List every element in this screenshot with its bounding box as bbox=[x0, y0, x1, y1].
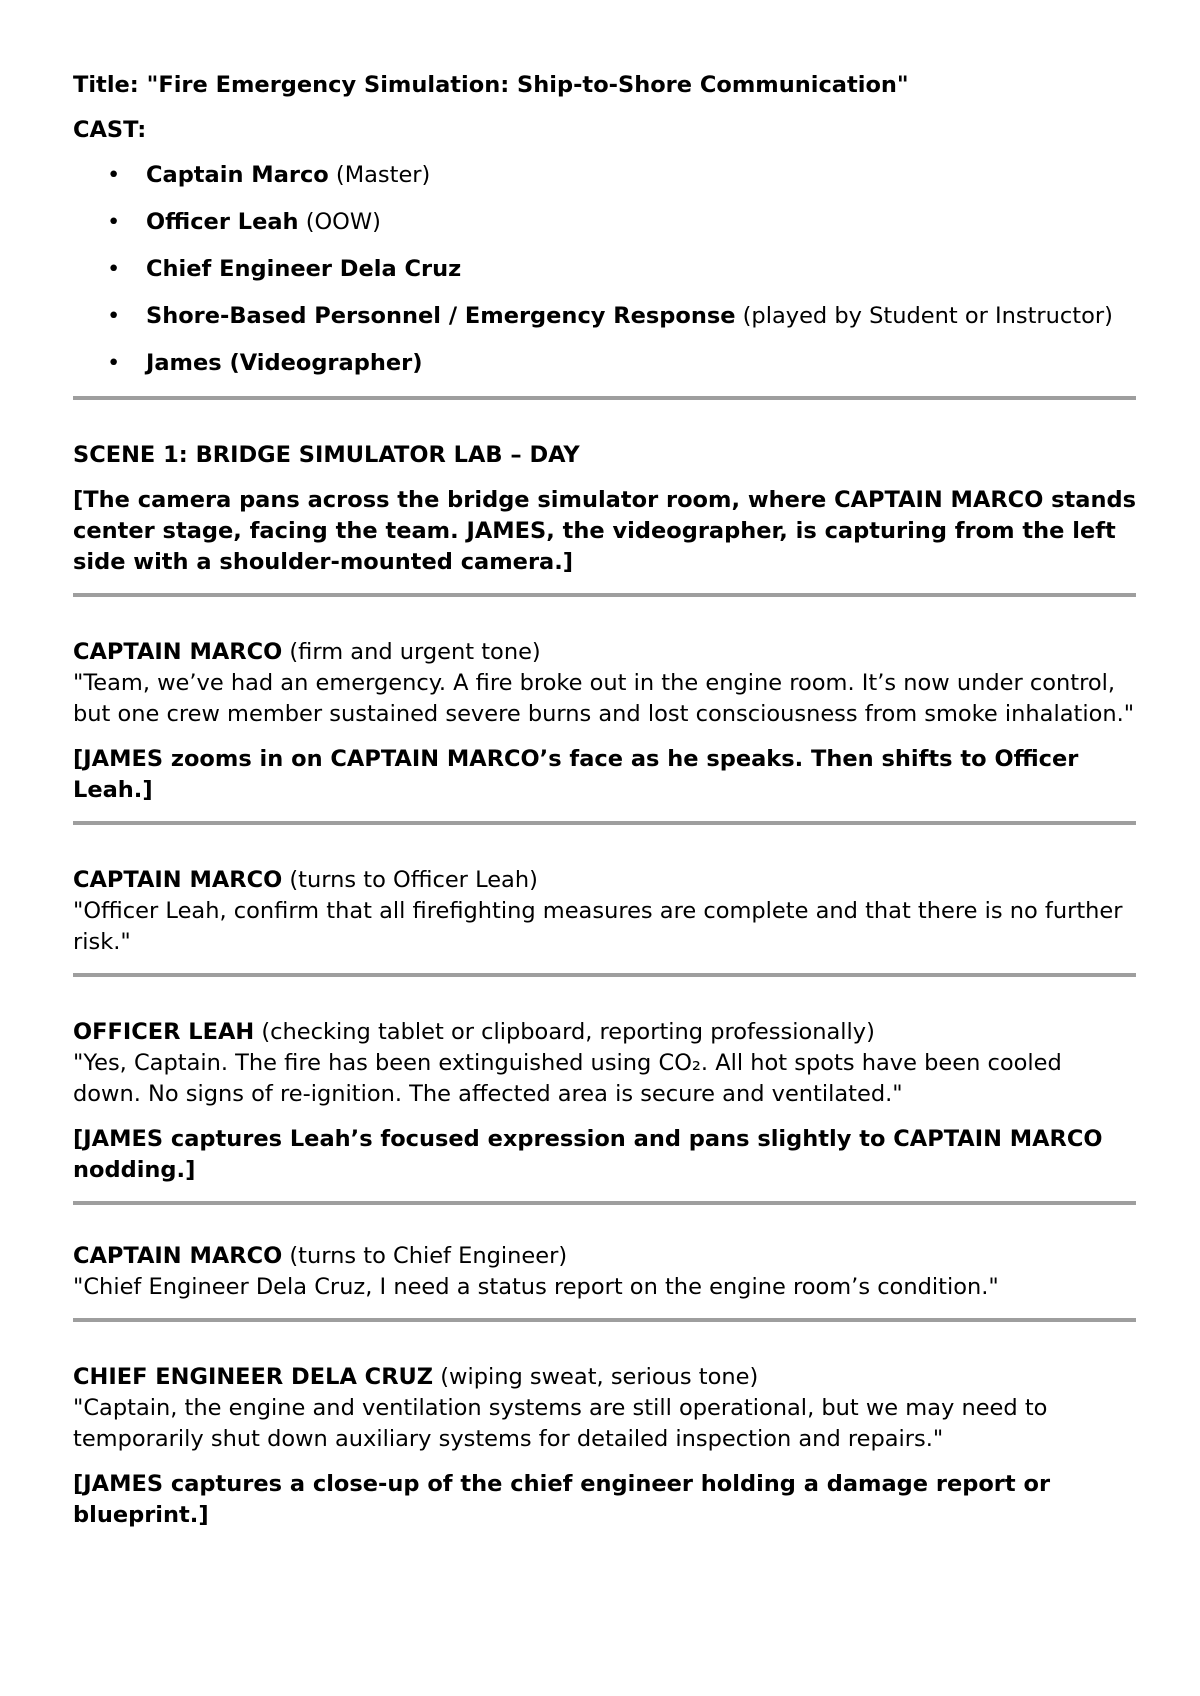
speaker-line: OFFICER LEAH (checking tablet or clipboard, reporting professionally) bbox=[73, 1019, 875, 1045]
stage-direction: [The camera pans across the bridge simulator room, where CAPTAIN MARCO stands center stage, facing the team. JAMES, the videographer, is capturing from the left side with a shoulder-mounted camera.] bbox=[73, 487, 1137, 575]
dialogue-block bbox=[73, 825, 1136, 973]
scene-heading: SCENE 1: BRIDGE SIMULATOR LAB – DAY bbox=[73, 442, 580, 468]
dialogue-text: "Yes, Captain. The fire has been extinguished using CO₂. All hot spots have been cooled down. No signs of re-ignition. The affected area is secure and ventilated." bbox=[73, 1050, 1062, 1107]
dialogue-block bbox=[73, 1205, 1136, 1318]
document-title: Title: "Fire Emergency Simulation: Ship-to-Shore Communication" bbox=[73, 72, 909, 98]
cast-item: • Captain Marco (Master) bbox=[73, 160, 1136, 191]
dialogue-text: "Team, we’ve had an emergency. A fire broke out in the engine room. It’s now under control, but one crew member sustained severe burns and lost consciousness from smoke inhalation." bbox=[73, 670, 1135, 727]
cast-list bbox=[73, 160, 1136, 379]
scene-block bbox=[73, 400, 1136, 593]
cast-item: • James (Videographer) bbox=[73, 348, 1136, 379]
stage-direction: [JAMES captures a close-up of the chief engineer holding a damage report or blueprint.] bbox=[73, 1471, 1051, 1528]
speaker-line: CAPTAIN MARCO (turns to Officer Leah) bbox=[73, 867, 538, 893]
script-page bbox=[73, 70, 1136, 1531]
speaker-line: CHIEF ENGINEER DELA CRUZ (wiping sweat, serious tone) bbox=[73, 1364, 759, 1390]
stage-direction: [JAMES zooms in on CAPTAIN MARCO’s face as he speaks. Then shifts to Officer Leah.] bbox=[73, 746, 1079, 803]
dialogue-block bbox=[73, 1322, 1136, 1531]
dialogue-block bbox=[73, 977, 1136, 1201]
cast-item: • Officer Leah (OOW) bbox=[73, 207, 1136, 238]
dialogue-block bbox=[73, 597, 1136, 821]
stage-direction: [JAMES captures Leah’s focused expression and pans slightly to CAPTAIN MARCO nodding.] bbox=[73, 1126, 1103, 1183]
dialogue-text: "Chief Engineer Dela Cruz, I need a status report on the engine room’s condition." bbox=[73, 1274, 999, 1300]
dialogue-text: "Captain, the engine and ventilation systems are still operational, but we may need to temporarily shut down auxiliary systems for detailed inspection and repairs." bbox=[73, 1395, 1048, 1452]
cast-item: • Chief Engineer Dela Cruz bbox=[73, 254, 1136, 285]
dialogue-text: "Officer Leah, confirm that all firefighting measures are complete and that there is no further risk." bbox=[73, 898, 1123, 955]
cast-heading: CAST: bbox=[73, 117, 147, 143]
speaker-line: CAPTAIN MARCO (firm and urgent tone) bbox=[73, 639, 541, 665]
speaker-line: CAPTAIN MARCO (turns to Chief Engineer) bbox=[73, 1243, 568, 1269]
cast-item: • Shore-Based Personnel / Emergency Response (played by Student or Instructor) bbox=[73, 301, 1136, 332]
